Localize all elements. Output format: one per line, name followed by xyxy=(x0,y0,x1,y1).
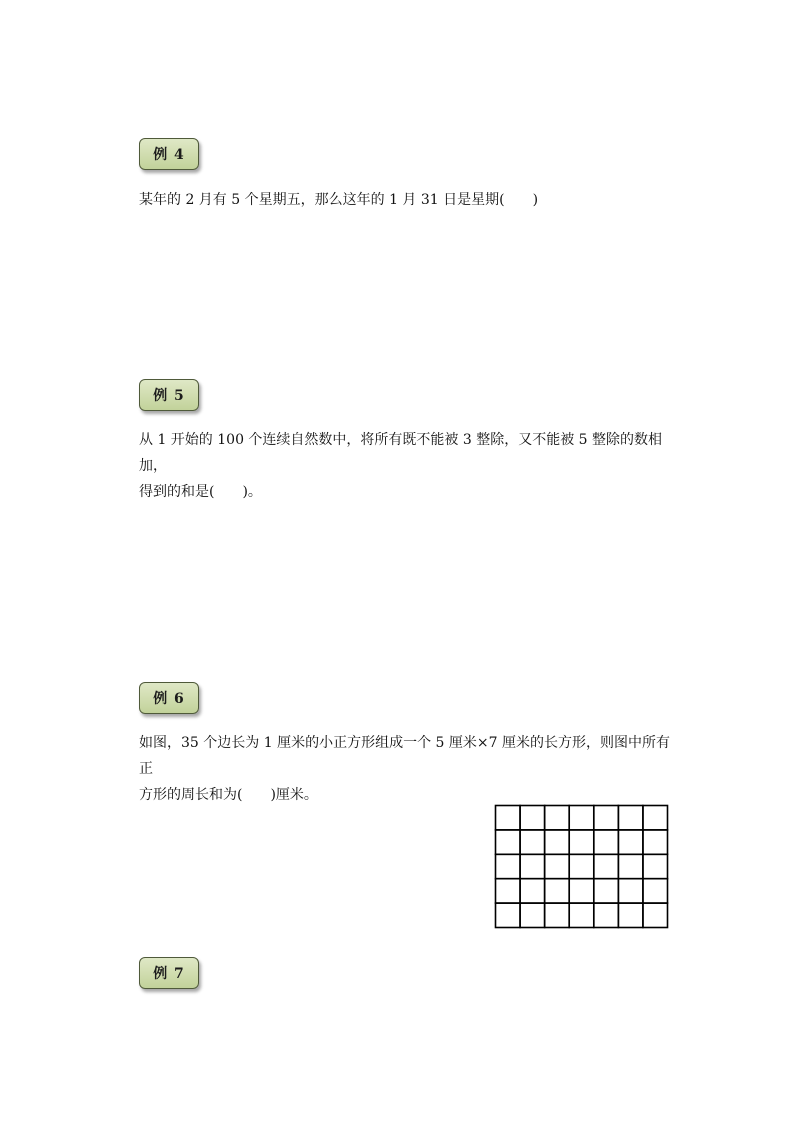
grid-cell xyxy=(496,806,521,830)
grid-cell xyxy=(520,854,545,878)
example-5-label: 例 5 xyxy=(153,388,185,404)
example-4-problem xyxy=(139,187,679,213)
example-7-badge xyxy=(139,957,199,989)
grid-cell xyxy=(569,879,594,903)
grid-cell xyxy=(618,854,643,878)
grid-cell xyxy=(594,879,619,903)
example-4-line-1: 某年的 2 月有 5 个星期五，那么这年的 1 月 31 日是星期( ) xyxy=(139,192,539,208)
example-6-line-1: 如图，35 个边长为 1 厘米的小正方形组成一个 5 厘米×7 厘米的长方形，则图中所有正 xyxy=(139,735,670,777)
grid-cell xyxy=(618,903,643,927)
grid-cell xyxy=(545,903,570,927)
grid-cell xyxy=(594,854,619,878)
grid-cell xyxy=(545,806,570,830)
example-5-line-2: 得到的和是( )。 xyxy=(139,484,262,500)
grid-cell xyxy=(496,830,521,854)
example-6-label: 例 6 xyxy=(153,691,185,707)
grid-cell xyxy=(520,879,545,903)
grid-cell xyxy=(618,806,643,830)
grid-cell xyxy=(496,879,521,903)
grid-cell xyxy=(594,903,619,927)
grid-cell xyxy=(520,830,545,854)
grid-cell xyxy=(618,830,643,854)
grid-cell xyxy=(643,879,668,903)
grid-cell xyxy=(643,806,668,830)
square-grid-figure xyxy=(494,804,669,929)
example-6-line-2: 方形的周长和为( )厘米。 xyxy=(139,787,318,803)
grid-cell xyxy=(545,879,570,903)
grid-cell xyxy=(569,830,594,854)
grid-cell xyxy=(569,806,594,830)
grid-cell xyxy=(643,830,668,854)
example-6-badge xyxy=(139,682,199,714)
grid-cell xyxy=(520,806,545,830)
grid-cell xyxy=(594,806,619,830)
grid-cell xyxy=(569,903,594,927)
example-7-label: 例 7 xyxy=(153,966,185,982)
grid-cell xyxy=(545,830,570,854)
grid-cell xyxy=(496,903,521,927)
grid-cell xyxy=(643,903,668,927)
grid-cell xyxy=(520,903,545,927)
grid-cell xyxy=(496,854,521,878)
grid-cell xyxy=(618,879,643,903)
example-4-label: 例 4 xyxy=(153,147,185,163)
grid-cell xyxy=(643,854,668,878)
grid-cell xyxy=(594,830,619,854)
example-5-badge xyxy=(139,379,199,411)
grid-cell xyxy=(545,854,570,878)
grid-cell xyxy=(569,854,594,878)
example-5-problem xyxy=(139,427,679,505)
example-6-problem xyxy=(139,730,679,808)
example-4-badge xyxy=(139,138,199,170)
example-5-line-1: 从 1 开始的 100 个连续自然数中，将所有既不能被 3 整除，又不能被 5 整除的数相加， xyxy=(139,432,663,474)
